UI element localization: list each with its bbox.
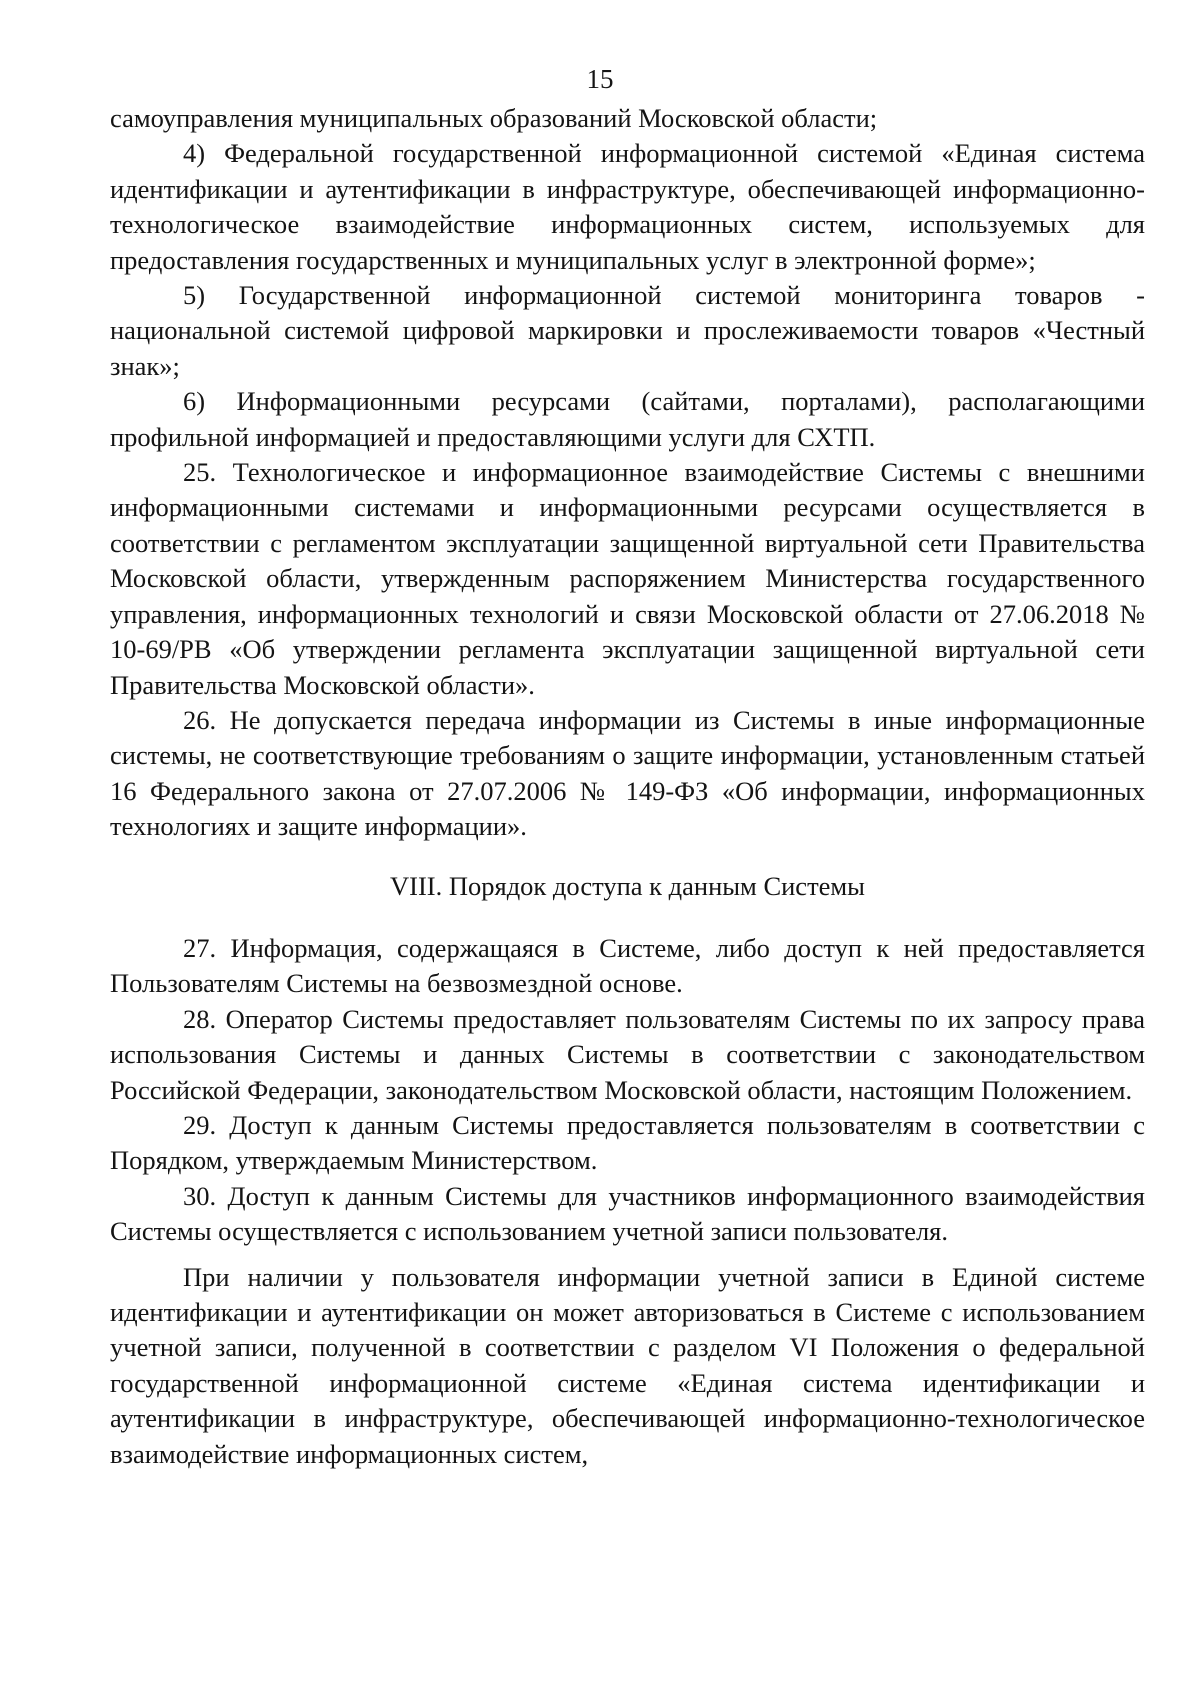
paragraph-final: При наличии у пользователя информации учетной записи в Единой системе идентификации и аутентификации он может авторизоваться в Системе с использованием учетной записи, полученной в соответствии с разделом VI Положения о федеральной государственной информационной системе «Единая система идентификации и аутентификации в инфраструктуре, обеспечивающей информационно-технологическое взаимодействие информационных систем, xyxy=(110,1261,1145,1469)
continuation-text: самоуправления муниципальных образований Московской области; xyxy=(110,103,878,133)
page-number: 15 xyxy=(586,64,614,94)
list-item-6: 6) Информационными ресурсами (сайтами, порталами), располагающими профильной информацией и предоставляющими услуги для СХТП. xyxy=(110,386,1145,452)
paragraph-27: 27. Информация, содержащаяся в Системе, либо доступ к ней предоставляется Пользователям Системы на безвозмездной основе. xyxy=(110,932,1145,999)
paragraph-26: 26. Не допускается передача информации из Системы в иные информационные системы, не соответствующие требованиям о защите информации, установленным статьей 16 Федерального закона от 27.07.2006 № 149-ФЗ «Об информации, информационных технологиях и защите информации». xyxy=(110,704,1145,842)
paragraph-28: 28. Оператор Системы предоставляет пользователям Системы по их запросу права использования Системы и данных Системы в соответствии с законодательством Российской Федерации, законодательством Московской области, настоящим Положением. xyxy=(110,1003,1145,1105)
paragraph-29: 29. Доступ к данным Системы предоставляется пользователям в соответствии с Порядком, утверждаемым Министерством. xyxy=(110,1109,1145,1176)
list-item-4: 4) Федеральной государственной информационной системой «Единая система идентификации и аутентификации в инфраструктуре, обеспечивающей информационно-технологическое взаимодействие информационных систем, используемых для предоставления государственных и муниципальных услуг в электронной форме»; xyxy=(110,138,1145,275)
paragraph-25: 25. Технологическое и информационное взаимодействие Системы с внешними информационными системами и информационными ресурсами осуществляется в соответствии с регламентом эксплуатации защищенной виртуальной сети Правительства Московской области, утвержденным распоряжением Министерства государственного управления, информационных технологий и связи Московской области от 27.06.2018 № 10-69/РВ «Об утверждении регламента эксплуатации защищенной виртуальной сети Правительства Московской области». xyxy=(110,457,1145,700)
list-item-5: 5) Государственной информационной системой мониторинга товаров - национальной системой цифровой маркировки и прослеживаемости товаров «Честный знак»; xyxy=(110,280,1145,381)
paragraph-30: 30. Доступ к данным Системы для участников информационного взаимодействия Системы осуществляется с использованием учетной записи пользователя. xyxy=(110,1180,1145,1247)
section-heading: VIII. Порядок доступа к данным Системы xyxy=(390,870,865,901)
document-body xyxy=(110,101,1145,1472)
